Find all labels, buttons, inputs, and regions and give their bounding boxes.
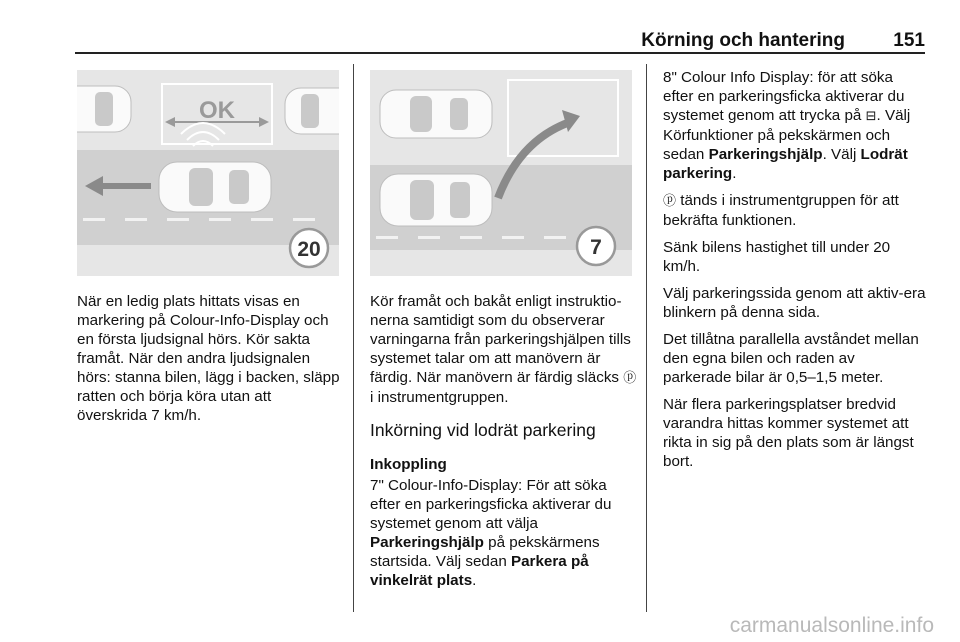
parking-indicator-icon: ⓟ <box>663 194 677 209</box>
header-rule <box>75 52 925 54</box>
watermark: carmanualsonline.info <box>729 614 934 637</box>
col1-paragraph: När en ledig plats hittats visas en markering på Colour-Info-Display och en första ljudsignal hörs. Kör sakta framåt. När den andra ljudsignalen hörs: stanna bilen, lägg i backen, släpp ratten och börja köra utan att överskrida 7 km/h. <box>77 293 340 424</box>
own-car <box>159 162 271 212</box>
section-heading: Inkörning vid lodrät parkering <box>370 420 596 440</box>
col3-paragraph-5: Det tillåtna parallella avståndet mellan den egna bilen och raden av parkerade bilar är 0,5–1,5 meter. <box>663 331 919 386</box>
parked-car-top <box>380 90 492 138</box>
column-divider-2 <box>646 64 647 612</box>
car-settings-icon: ⊟ <box>865 109 877 124</box>
column-2 <box>370 292 638 598</box>
ok-label: OK <box>199 97 235 124</box>
figure-parallel-parking <box>77 70 339 276</box>
col3-paragraph-1: 8" Colour Info Display: för att söka efter en parkeringsficka aktiverar du systemet genom att trycka på ⊟. Välj Körfunktioner på pekskärmen och sedan Parkeringshjälp. Välj Lodrät parkering. <box>663 69 911 182</box>
perpendicular-parking-illustration <box>370 70 632 276</box>
subheading-inkoppling: Inkoppling <box>370 456 447 473</box>
page-number: 151 <box>893 30 925 51</box>
column-3 <box>663 68 927 479</box>
parked-car-left <box>77 86 131 132</box>
col3-paragraph-3: Sänk bilens hastighet till under 20 km/h. <box>663 239 891 275</box>
section-title: Körning och hantering <box>641 30 845 51</box>
column-1 <box>77 292 345 433</box>
col2-paragraph-2: 7" Colour-Info-Display: För att söka efter en parkeringsficka aktiverar du systemet genom att välja Parkeringshjälp på pekskärmens startsida. Välj sedan Parkera på vinkelrät plats. <box>370 477 612 589</box>
col3-paragraph-2: ⓟ tänds i instrumentgruppen för att bekräfta funktionen. <box>663 192 899 229</box>
parking-indicator-icon: ⓟ <box>623 371 637 386</box>
page-header <box>75 24 925 54</box>
figure-perpendicular-parking <box>370 70 632 276</box>
column-divider-1 <box>353 64 354 612</box>
col3-paragraph-4: Välj parkeringssida genom att aktiv-era blinkern på denna sida. <box>663 285 926 321</box>
figure-number: 7 <box>590 236 602 259</box>
figure-number: 20 <box>297 238 321 261</box>
own-car <box>380 174 492 226</box>
parked-car-right <box>285 88 339 134</box>
parallel-parking-illustration <box>77 70 339 276</box>
col2-paragraph-1: Kör framåt och bakåt enligt instruktio-nerna samtidigt som du observerar varningarna från parkeringshjälpen tills systemet talar om att manövern är färdig. När manövern är färdig släcks ⓟ i instrumentgruppen. <box>370 293 637 406</box>
col3-paragraph-6: När flera parkeringsplatser bredvid varandra hittas kommer systemet att rikta in sig på den plats som är längst bort. <box>663 396 914 470</box>
